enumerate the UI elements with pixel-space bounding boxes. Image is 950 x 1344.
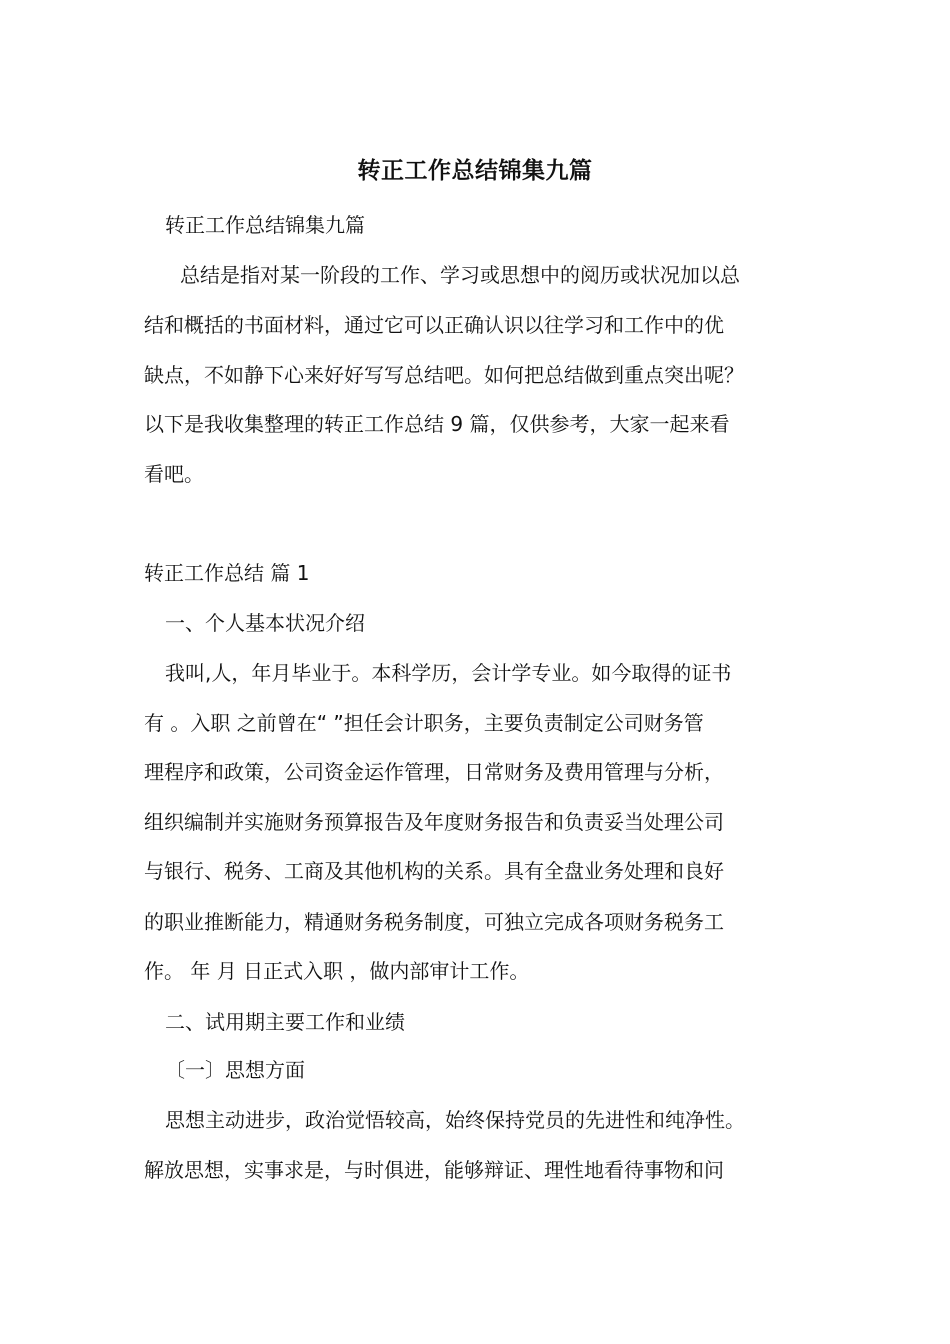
body-line-2: 有 。入职 之前曾在“ ”担任会计职务，主要负责制定公司财务管 bbox=[144, 711, 704, 735]
body-line-6: 的职业推断能力，精通财务税务制度，可独立完成各项财务税务工 bbox=[144, 910, 724, 934]
subheading-thought: 〔一〕思想方面 bbox=[165, 1058, 305, 1082]
intro-line-4: 以下是我收集整理的转正工作总结 9 篇，仅供参考，大家一起来看 bbox=[144, 412, 730, 436]
body-line-7: 作。 年 月 日正式入职 ，做内部审计工作。 bbox=[144, 959, 530, 983]
intro-line-5: 看吧。 bbox=[144, 462, 204, 486]
body-line-4: 组织编制并实施财务预算报告及年度财务报告和负责妥当处理公司 bbox=[144, 810, 724, 834]
subtitle-line: 转正工作总结锦集九篇 bbox=[165, 213, 365, 237]
thought-line-1: 思想主动进步，政治觉悟较高，始终保持党员的先进性和纯净性。 bbox=[165, 1108, 745, 1132]
subheading-work: 二、试用期主要工作和业绩 bbox=[165, 1010, 405, 1034]
thought-line-2: 解放思想，实事求是，与时俱进，能够辩证、理性地看待事物和问 bbox=[144, 1158, 724, 1182]
body-line-3: 理程序和政策，公司资金运作管理，日常财务及费用管理与分析， bbox=[144, 760, 724, 784]
document-title: 转正工作总结锦集九篇 bbox=[357, 158, 593, 184]
body-line-5: 与银行、税务、工商及其他机构的关系。具有全盘业务处理和良好 bbox=[144, 859, 724, 883]
subheading-personal: 一、个人基本状况介绍 bbox=[165, 611, 365, 635]
body-line-1: 我叫,人，年月毕业于。本科学历，会计学专业。如今取得的证书 bbox=[165, 661, 732, 685]
intro-line-3: 缺点，不如静下心来好好写写总结吧。如何把总结做到重点突出呢？ bbox=[144, 363, 744, 387]
section-heading-1: 转正工作总结 篇 1 bbox=[144, 561, 310, 585]
intro-line-1: 总结是指对某一阶段的工作、学习或思想中的阅历或状况加以总 bbox=[180, 263, 740, 287]
intro-line-2: 结和概括的书面材料，通过它可以正确认识以往学习和工作中的优 bbox=[144, 313, 724, 337]
